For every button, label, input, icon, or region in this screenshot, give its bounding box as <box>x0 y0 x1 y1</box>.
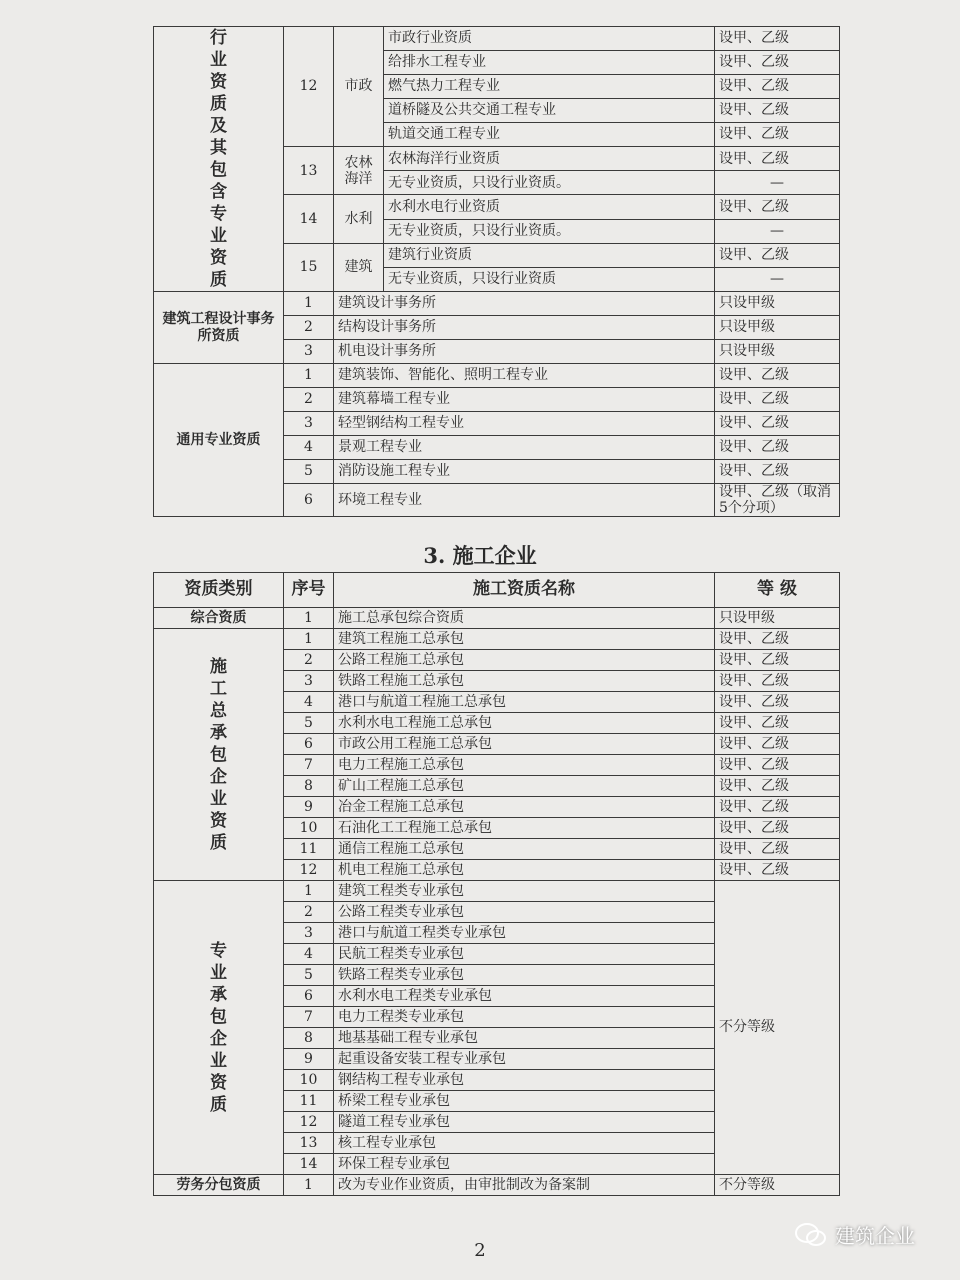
grade: 不分等级 <box>715 881 840 1175</box>
qualification-name: 电力工程类专业承包 <box>334 1007 715 1028</box>
qualification-name: 无专业资质，只设行业资质。 <box>384 219 715 243</box>
category-cell: 施 工 总 承 包 企 业 资 质 <box>154 629 284 881</box>
grade: 设甲、乙级 <box>715 839 840 860</box>
row-number: 4 <box>284 436 334 460</box>
qualification-name: 港口与航道工程施工总承包 <box>334 692 715 713</box>
grade: 设甲、乙级 <box>715 860 840 881</box>
row-number: 11 <box>284 839 334 860</box>
grade: 设甲、乙级（取消5个分项） <box>715 484 840 517</box>
table-row <box>154 292 840 316</box>
qualification-name: 施工总承包综合资质 <box>334 608 715 629</box>
category-cell: 专 业 承 包 企 业 资 质 <box>154 881 284 1175</box>
industry-name: 市政 <box>334 27 384 147</box>
page-number: 2 <box>474 1240 486 1261</box>
row-number: 9 <box>284 1049 334 1070</box>
qualification-name: 铁路工程施工总承包 <box>334 671 715 692</box>
grade: 设甲、乙级 <box>715 147 840 171</box>
qualification-name: 无专业资质，只设行业资质。 <box>384 171 715 195</box>
grade: 设甲、乙级 <box>715 388 840 412</box>
column-header: 等 级 <box>715 573 840 608</box>
row-number: 6 <box>284 484 334 517</box>
qualification-name: 市政公用工程施工总承包 <box>334 734 715 755</box>
row-number: 4 <box>284 944 334 965</box>
qualification-name: 港口与航道工程类专业承包 <box>334 923 715 944</box>
column-header: 序号 <box>284 573 334 608</box>
row-number: 1 <box>284 608 334 629</box>
row-number: 5 <box>284 713 334 734</box>
qualification-name: 核工程专业承包 <box>334 1133 715 1154</box>
qualification-name: 矿山工程施工总承包 <box>334 776 715 797</box>
row-number: 8 <box>284 776 334 797</box>
qualification-name: 改为专业作业资质，由审批制改为备案制 <box>334 1175 715 1196</box>
row-number: 2 <box>284 902 334 923</box>
qualification-name: 环保工程专业承包 <box>334 1154 715 1175</box>
grade: 只设甲级 <box>715 608 840 629</box>
grade: 设甲、乙级 <box>715 51 840 75</box>
table-row <box>154 629 840 650</box>
qualification-name: 水利水电行业资质 <box>384 195 715 219</box>
row-number: 10 <box>284 1070 334 1091</box>
grade: 设甲、乙级 <box>715 123 840 147</box>
grade: 不分等级 <box>715 1175 840 1196</box>
grade: 设甲、乙级 <box>715 776 840 797</box>
wechat-icon <box>795 1223 827 1247</box>
grade: 设甲、乙级 <box>715 629 840 650</box>
design-qualification-table <box>153 26 840 517</box>
qualification-name: 环境工程专业 <box>334 484 715 517</box>
row-number: 12 <box>284 1112 334 1133</box>
grade: — <box>715 171 840 195</box>
qualification-name: 结构设计事务所 <box>334 316 715 340</box>
qualification-name: 钢结构工程专业承包 <box>334 1070 715 1091</box>
row-number: 9 <box>284 797 334 818</box>
category-cell: 通用专业资质 <box>154 364 284 517</box>
qualification-name: 农林海洋行业资质 <box>384 147 715 171</box>
qualification-name: 轨道交通工程专业 <box>384 123 715 147</box>
row-number: 10 <box>284 818 334 839</box>
qualification-name: 水利水电工程施工总承包 <box>334 713 715 734</box>
row-number: 1 <box>284 881 334 902</box>
watermark-text: 建筑企业 <box>835 1224 915 1248</box>
grade: 设甲、乙级 <box>715 195 840 219</box>
row-number: 5 <box>284 460 334 484</box>
row-number: 7 <box>284 755 334 776</box>
qualification-name: 景观工程专业 <box>334 436 715 460</box>
qualification-name: 无专业资质，只设行业资质 <box>384 268 715 292</box>
grade: 设甲、乙级 <box>715 243 840 267</box>
qualification-name: 机电工程施工总承包 <box>334 860 715 881</box>
grade: 设甲、乙级 <box>715 460 840 484</box>
row-number: 4 <box>284 692 334 713</box>
grade: 设甲、乙级 <box>715 650 840 671</box>
qualification-name: 给排水工程专业 <box>384 51 715 75</box>
qualification-name: 建筑装饰、智能化、照明工程专业 <box>334 364 715 388</box>
row-number: 13 <box>284 147 334 195</box>
qualification-name: 地基基础工程专业承包 <box>334 1028 715 1049</box>
industry-name: 建筑 <box>334 243 384 291</box>
construction-qualification-table <box>153 572 840 1196</box>
industry-name: 农林 海洋 <box>334 147 384 195</box>
grade: 设甲、乙级 <box>715 436 840 460</box>
header-row <box>154 573 840 608</box>
table-row <box>154 27 840 51</box>
qualification-name: 公路工程施工总承包 <box>334 650 715 671</box>
row-number: 3 <box>284 923 334 944</box>
qualification-name: 通信工程施工总承包 <box>334 839 715 860</box>
qualification-name: 铁路工程类专业承包 <box>334 965 715 986</box>
table-row <box>154 364 840 388</box>
row-number: 2 <box>284 388 334 412</box>
qualification-name: 隧道工程专业承包 <box>334 1112 715 1133</box>
table-row <box>154 1175 840 1196</box>
row-number: 3 <box>284 340 334 364</box>
qualification-name: 建筑工程类专业承包 <box>334 881 715 902</box>
qualification-name: 建筑幕墙工程专业 <box>334 388 715 412</box>
category-cell: 行 业 资 质 及 其 包 含 专 业 资 质 <box>154 27 284 292</box>
grade: 设甲、乙级 <box>715 734 840 755</box>
row-number: 6 <box>284 986 334 1007</box>
row-number: 3 <box>284 412 334 436</box>
grade: 设甲、乙级 <box>715 713 840 734</box>
column-header: 施工资质名称 <box>334 573 715 608</box>
row-number: 2 <box>284 650 334 671</box>
qualification-name: 建筑行业资质 <box>384 243 715 267</box>
industry-name: 水利 <box>334 195 384 243</box>
qualification-name: 起重设备安装工程专业承包 <box>334 1049 715 1070</box>
row-number: 1 <box>284 292 334 316</box>
row-number: 12 <box>284 860 334 881</box>
qualification-name: 石油化工工程施工总承包 <box>334 818 715 839</box>
qualification-name: 电力工程施工总承包 <box>334 755 715 776</box>
grade: 设甲、乙级 <box>715 412 840 436</box>
row-number: 6 <box>284 734 334 755</box>
category-cell: 劳务分包资质 <box>154 1175 284 1196</box>
row-number: 2 <box>284 316 334 340</box>
grade: 只设甲级 <box>715 292 840 316</box>
qualification-name: 市政行业资质 <box>384 27 715 51</box>
qualification-name: 公路工程类专业承包 <box>334 902 715 923</box>
grade: 设甲、乙级 <box>715 99 840 123</box>
row-number: 13 <box>284 1133 334 1154</box>
section-title: 3. 施工企业 <box>423 543 537 568</box>
row-number: 12 <box>284 27 334 147</box>
qualification-name: 燃气热力工程专业 <box>384 75 715 99</box>
grade: 设甲、乙级 <box>715 692 840 713</box>
grade: 设甲、乙级 <box>715 27 840 51</box>
grade: 只设甲级 <box>715 340 840 364</box>
qualification-name: 消防设施工程专业 <box>334 460 715 484</box>
row-number: 3 <box>284 671 334 692</box>
row-number: 5 <box>284 965 334 986</box>
qualification-name: 水利水电工程类专业承包 <box>334 986 715 1007</box>
grade: 设甲、乙级 <box>715 818 840 839</box>
grade: — <box>715 268 840 292</box>
qualification-name: 道桥隧及公共交通工程专业 <box>384 99 715 123</box>
row-number: 1 <box>284 364 334 388</box>
grade: 设甲、乙级 <box>715 755 840 776</box>
column-header: 资质类别 <box>154 573 284 608</box>
qualification-name: 冶金工程施工总承包 <box>334 797 715 818</box>
qualification-name: 民航工程类专业承包 <box>334 944 715 965</box>
row-number: 1 <box>284 629 334 650</box>
grade: 设甲、乙级 <box>715 75 840 99</box>
row-number: 14 <box>284 1154 334 1175</box>
row-number: 14 <box>284 195 334 243</box>
row-number: 11 <box>284 1091 334 1112</box>
grade: 设甲、乙级 <box>715 671 840 692</box>
qualification-name: 机电设计事务所 <box>334 340 715 364</box>
row-number: 15 <box>284 243 334 291</box>
grade: — <box>715 219 840 243</box>
table-row <box>154 608 840 629</box>
table-row <box>154 881 840 902</box>
row-number: 7 <box>284 1007 334 1028</box>
grade: 只设甲级 <box>715 316 840 340</box>
qualification-name: 桥梁工程专业承包 <box>334 1091 715 1112</box>
category-cell: 综合资质 <box>154 608 284 629</box>
grade: 设甲、乙级 <box>715 797 840 818</box>
row-number: 8 <box>284 1028 334 1049</box>
category-cell: 建筑工程设计事务所资质 <box>154 292 284 364</box>
qualification-name: 轻型钢结构工程专业 <box>334 412 715 436</box>
row-number: 1 <box>284 1175 334 1196</box>
grade: 设甲、乙级 <box>715 364 840 388</box>
watermark <box>795 1220 915 1249</box>
qualification-name: 建筑设计事务所 <box>334 292 715 316</box>
qualification-name: 建筑工程施工总承包 <box>334 629 715 650</box>
